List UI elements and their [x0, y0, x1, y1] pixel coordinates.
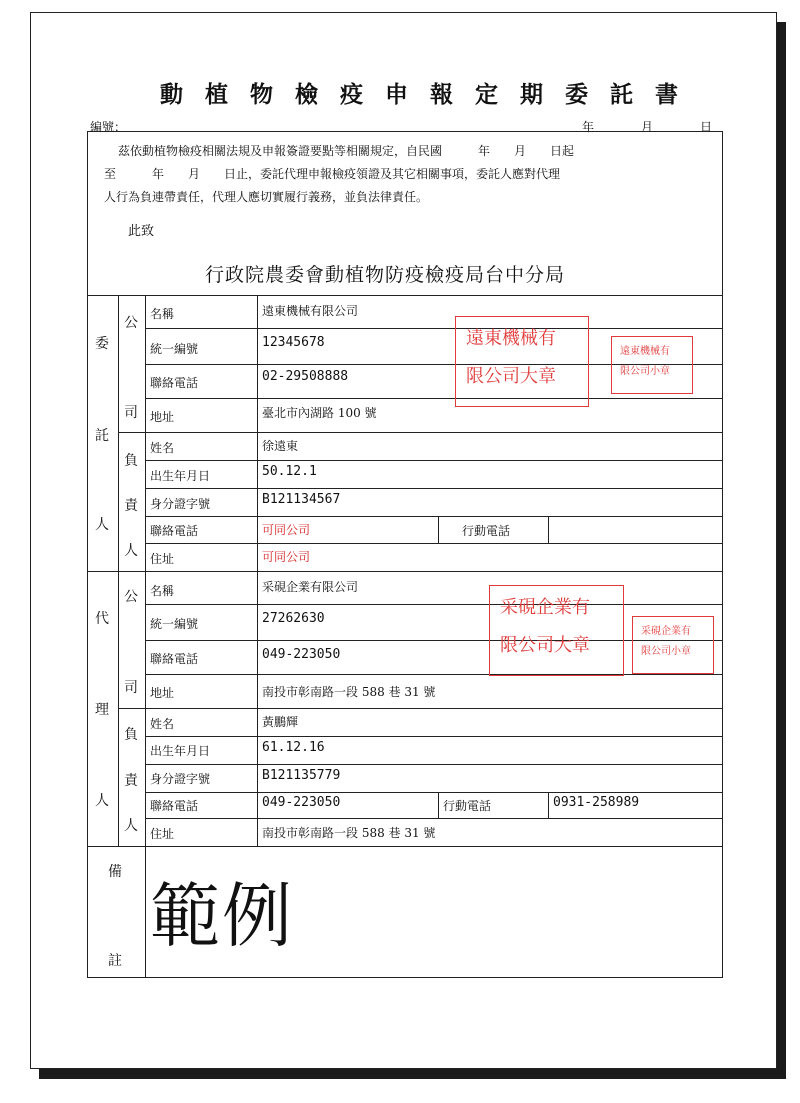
- label-uid: 統一編號: [150, 342, 199, 356]
- agent-company-char-1: 公: [124, 589, 138, 605]
- label-agent-company-name: 名稱: [150, 584, 175, 598]
- agent-uid: 27262630: [262, 611, 325, 626]
- label-residence: 住址: [150, 552, 175, 566]
- agent-char-3: 人: [95, 793, 109, 809]
- form-table: [87, 131, 723, 978]
- agent-char-1: 代: [95, 611, 109, 627]
- label-mobile: 行動電話: [462, 524, 511, 538]
- principal-company-seal-large: [455, 316, 589, 407]
- header-day: 日: [700, 120, 713, 134]
- label-agent-residence: 住址: [150, 827, 175, 841]
- agent-company-seal-small: [632, 616, 714, 674]
- agent-person-char-1: 負: [124, 727, 138, 743]
- agent-contact-phone: 049-223050: [262, 795, 341, 810]
- person-char-2: 責: [124, 498, 138, 514]
- agent-mobile: 0931-258989: [553, 795, 640, 810]
- agent-person-char-2: 責: [124, 773, 138, 789]
- label-person-name: 姓名: [150, 441, 175, 455]
- agent-address: 南投市彰南路一段 588 巷 31 號: [262, 685, 436, 699]
- label-birth: 出生年月日: [150, 469, 211, 483]
- label-contact-phone: 聯絡電話: [150, 524, 199, 538]
- principal-uid: 12345678: [262, 335, 325, 350]
- seal-line-1: 采硯企業有: [500, 597, 590, 618]
- agent-company-name: 采硯企業有限公司: [262, 580, 359, 594]
- label-phone: 聯絡電話: [150, 376, 199, 390]
- seal-line-1: 遠東機械有: [466, 328, 556, 349]
- principal-residence: 可同公司: [262, 550, 311, 564]
- principal-company-seal-small: [611, 336, 693, 394]
- label-agent-address: 地址: [150, 686, 175, 700]
- recipient-bureau: 行政院農委會動植物防疫檢疫局台中分局: [205, 264, 566, 286]
- label-address: 地址: [150, 410, 175, 424]
- seal-line-2: 限公司大章: [500, 635, 590, 656]
- salutation: 此致: [128, 224, 155, 239]
- company-char-1: 公: [124, 315, 138, 331]
- label-agent-mobile: 行動電話: [443, 799, 492, 813]
- principal-company-name: 遠東機械有限公司: [262, 304, 359, 318]
- intro-line-2: 至 年 月 日止，委託代理申報檢疫領證及其它相關事項，委託人應對代理: [104, 167, 561, 181]
- principal-char-1: 委: [95, 336, 109, 352]
- principal-address: 臺北市內湖路 100 號: [262, 406, 377, 420]
- seal-line-2: 限公司小章: [641, 646, 691, 657]
- agent-char-2: 理: [95, 702, 109, 718]
- principal-birth: 50.12.1: [262, 464, 317, 479]
- seal-line-2: 限公司大章: [466, 366, 556, 387]
- agent-company-char-2: 司: [124, 680, 138, 696]
- agent-phone: 049-223050: [262, 647, 341, 662]
- remarks-char-2: 註: [108, 953, 122, 969]
- seal-line-1: 采硯企業有: [641, 626, 691, 637]
- label-id: 身分證字號: [150, 497, 211, 511]
- principal-char-2: 託: [95, 428, 109, 444]
- label-agent-id: 身分證字號: [150, 772, 211, 786]
- intro-line-1: 茲依動植物檢疫相關法規及申報簽證要點等相關規定，自民國 年 月 日起: [118, 144, 575, 158]
- seal-line-2: 限公司小章: [620, 366, 670, 377]
- seal-line-1: 遠東機械有: [620, 346, 670, 357]
- agent-company-seal-large: [489, 585, 624, 676]
- person-char-1: 負: [124, 453, 138, 469]
- label-agent-contact-phone: 聯絡電話: [150, 799, 199, 813]
- sample-watermark: 範例: [150, 875, 294, 957]
- intro-line-3: 人行為負連帶責任，代理人應切實履行義務，並負法律責任。: [104, 190, 429, 204]
- principal-id: B121134567: [262, 492, 341, 507]
- label-agent-birth: 出生年月日: [150, 744, 211, 758]
- header-year: 年: [582, 120, 595, 134]
- principal-char-3: 人: [95, 517, 109, 533]
- serial-label: 編號：: [90, 120, 127, 134]
- agent-person-char-3: 人: [124, 818, 138, 834]
- label-agent-person-name: 姓名: [150, 717, 175, 731]
- principal-contact-phone: 可同公司: [262, 523, 311, 537]
- person-char-3: 人: [124, 543, 138, 559]
- company-char-2: 司: [124, 405, 138, 421]
- agent-residence: 南投市彰南路一段 588 巷 31 號: [262, 826, 436, 840]
- principal-phone: 02-29508888: [262, 369, 349, 384]
- remarks-char-1: 備: [108, 864, 122, 880]
- agent-id: B121135779: [262, 768, 341, 783]
- label-agent-phone: 聯絡電話: [150, 652, 199, 666]
- label-company-name: 名稱: [150, 307, 175, 321]
- page-title: 動植物檢疫申報定期委託書: [160, 81, 700, 108]
- header-month: 月: [641, 120, 654, 134]
- label-agent-uid: 統一編號: [150, 617, 199, 631]
- principal-person-name: 徐遠東: [262, 439, 299, 453]
- agent-person-name: 黃鵬輝: [262, 715, 299, 729]
- agent-birth: 61.12.16: [262, 740, 325, 755]
